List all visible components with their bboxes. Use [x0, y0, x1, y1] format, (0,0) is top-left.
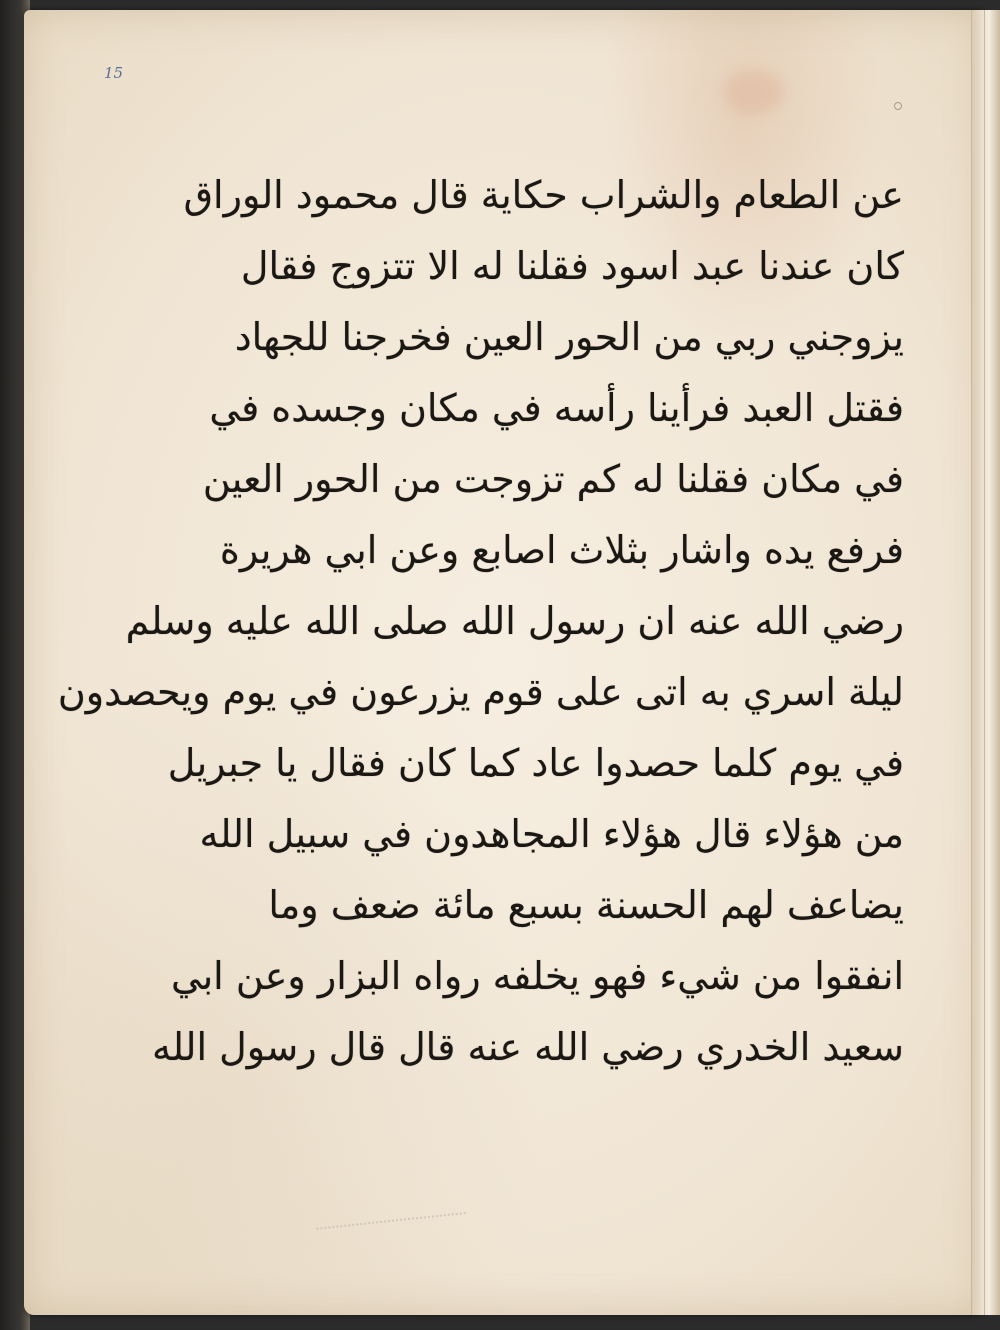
manuscript-line: يزوجني ربي من الحور العين فخرجنا للجهاد [234, 315, 904, 359]
manuscript-line: كان عندنا عبد اسود فقلنا له الا تتزوج فقال [240, 244, 904, 288]
manuscript-line: في مكان فقلنا له كم تزوجت من الحور العين [202, 457, 904, 501]
manuscript-line: فرفع يده واشار بثلاث اصابع وعن ابي هريرة [219, 528, 904, 572]
paper-stain [724, 70, 784, 114]
manuscript-line: من هؤلاء قال هؤلاء المجاهدون في سبيل الله [199, 812, 904, 856]
manuscript-line: انفقوا من شيء فهو يخلفه رواه البزار وعن ابي [170, 954, 904, 998]
manuscript-line: ليلة اسري به اتى على قوم يزرعون في يوم ويحصدون [57, 670, 904, 714]
manuscript-line: يضاعف لهم الحسنة بسبع مائة ضعف وما [268, 883, 904, 927]
manuscript-line: سعيد الخدري رضي الله عنه قال قال رسول الله [151, 1025, 904, 1069]
manuscript-line: عن الطعام والشراب حكاية قال محمود الوراق [183, 173, 904, 217]
faint-offset-mark [312, 1172, 466, 1229]
manuscript-line: فقتل العبد فرأينا رأسه في مكان وجسده في [209, 386, 904, 430]
pin-hole [894, 102, 902, 110]
manuscript-line: رضي الله عنه ان رسول الله صلى الله عليه وسلم [125, 599, 904, 643]
book-gutter [971, 10, 1000, 1315]
manuscript-text-block [57, 160, 904, 1083]
folio-number: 15 [104, 64, 124, 82]
manuscript-page [24, 10, 984, 1315]
manuscript-line: في يوم كلما حصدوا عاد كما كان فقال يا جبريل [167, 741, 904, 785]
